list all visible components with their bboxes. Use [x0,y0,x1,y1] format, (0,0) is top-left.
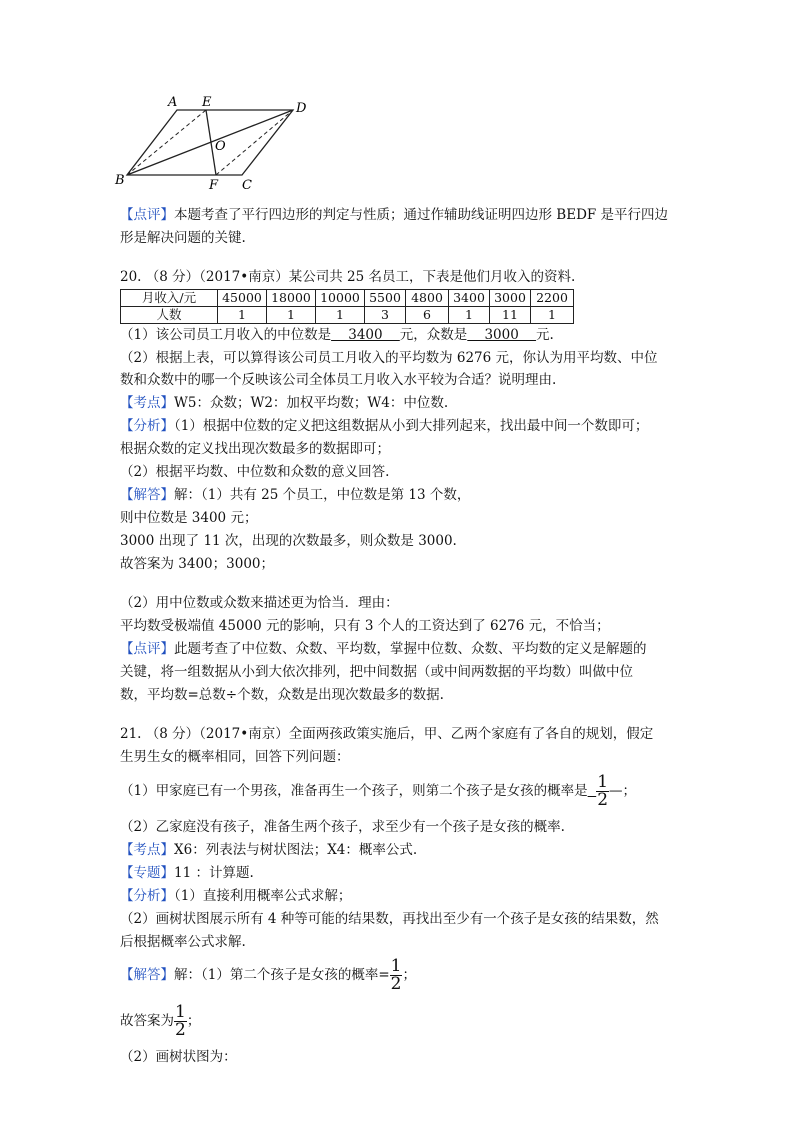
label-c: C [242,178,252,193]
dashed-fd [216,110,293,175]
jieda-tag: 【解答】 [120,487,174,503]
table-cell: 1 [267,307,316,324]
fraction-answer: $\frac{1}{2}$ [597,772,609,810]
q20-fenxi-2: 根据众数的定义找出现次数最多的数据即可； [120,441,390,457]
q20-dianping-3: 数，平均数=总数÷个数，众数是出现次数最多的数据. [120,687,444,703]
q20-jieda-4: 故答案为 3400；3000； [120,556,275,572]
table-cell: 3 [365,307,406,324]
table-row-income [121,290,574,307]
parallelogram-figure [110,90,320,195]
label-f: F [209,178,219,193]
table-cell: 1 [531,307,574,324]
jieda-tag: 【解答】 [120,967,174,983]
q20-part1: （1）该公司员工月收入的中位数是 3400 元，众数是 3000 元. [120,327,554,343]
table-cell: 2200 [531,290,574,307]
q21-part1: （1）甲家庭已有一个男孩，准备再生一个孩子，则第二个孩子是女孩的概率是 $\frac{1}{2}$ —； [120,772,637,810]
q20-fenxi-3: （2）根据平均数、中位数和众数的意义回答. [120,464,390,480]
label-b: B [115,173,125,188]
mode-answer: 3000 [467,327,536,343]
zhuanti-tag: 【专题】 [120,865,174,881]
q20-jieda-3: 3000 出现了 11 次，出现的次数最多，则众数是 3000. [120,533,457,549]
fenxi-tag: 【分析】 [120,418,174,434]
table-header-income: 月收入/元 [121,290,218,307]
q21-fenxi-2: （2）画树状图展示所有 4 种等可能的结果数，再找出至少有一个孩子是女孩的结果数，然 [120,911,659,927]
table-cell: 5500 [365,290,406,307]
fenxi-tag: 【分析】 [120,888,174,904]
q20-kaodian: 【考点】W5：众数；W2：加权平均数；W4：中位数. [120,395,449,411]
review-line-2: 形是解决问题的关键. [120,230,246,246]
table-row-count [121,307,574,324]
median-answer: 3400 [331,327,400,343]
q21-fenxi-3: 后根据概率公式求解. [120,934,246,950]
q20-jieda-5: （2）用中位数或众数来描述更为恰当．理由： [120,595,399,611]
review-tag: 【点评】 [120,207,174,223]
fraction-value: $\frac{1}{2}$ [390,956,402,994]
q21-zhuanti: 【专题】11 ：计算题. [120,865,254,881]
table-cell: 1 [316,307,365,324]
table-cell: 4800 [406,290,449,307]
q20-jieda-6: 平均数受极端值 45000 元的影响，只有 3 个人的工资达到了 6276 元，不恰当； [120,618,610,634]
q20-stem: 20. （8 分）（2017•南京）某公司共 25 名员工，下表是他们月收入的资料. [120,269,576,285]
q21-stem-2: 生男生女的概率相同，回答下列问题： [120,749,350,765]
table-cell: 18000 [267,290,316,307]
q20-jieda-2: 则中位数是 3400 元； [120,510,258,526]
fraction-value: $\frac{1}{2}$ [175,1002,186,1040]
review-line-1: 【点评】本题考查了平行四边形的判定与性质；通过作辅助线证明四边形 BEDF 是平行四边 [120,207,669,223]
income-table [120,289,574,324]
table-cell: 45000 [218,290,267,307]
q21-kaodian: 【考点】X6：列表法与树状图法；X4：概率公式. [120,842,418,858]
q21-tree-intro: （2）画树状图为： [120,1049,237,1065]
table-header-count: 人数 [121,307,218,324]
q21-jieda-1: 【解答】解：（1）第二个孩子是女孩的概率= $\frac{1}{2}$ ； [120,956,416,994]
q20-dianping-1: 【点评】此题考查了中位数、众数、平均数，掌握中位数、众数、平均数的定义是解题的 [120,641,647,657]
q20-part2-line1: （2）根据上表，可以算得该公司员工月收入的平均数为 6276 元，你认为用平均数、中位 [120,350,658,366]
table-cell: 10000 [316,290,365,307]
kaodian-tag: 【考点】 [120,395,174,411]
table-cell: 11 [490,307,531,324]
q20-dianping-2: 关键，将一组数据从小到大依次排列，把中间数据（或中间两数据的平均数）叫做中位 [120,664,633,680]
table-cell: 1 [449,307,490,324]
q20-fenxi-1: 【分析】（1）根据中位数的定义把这组数据从小到大排列起来，找出最中间一个数即可； [120,418,649,434]
table-cell: 3000 [490,290,531,307]
dianping-tag: 【点评】 [120,641,174,657]
label-e: E [202,95,212,110]
q21-answer: 故答案为 $\frac{1}{2}$ ； [120,1002,201,1040]
label-o: O [215,139,226,154]
q21-part2: （2）乙家庭没有孩子，准备生两个孩子，求至少有一个孩子是女孩的概率. [120,819,565,835]
q20-jieda-1: 【解答】解：（1）共有 25 个员工，中位数是第 13 个数， [120,487,471,503]
table-cell: 6 [406,307,449,324]
q20-part2-line2: 数和众数中的哪一个反映该公司全体员工月收入水平较为合适？说明理由. [120,372,557,388]
kaodian-tag: 【考点】 [120,842,174,858]
label-d: D [296,101,307,116]
q21-stem-1: 21. （8 分）（2017•南京）全面两孩政策实施后，甲、乙两个家庭有了各自的规划，假定 [120,726,654,742]
label-a: A [168,95,178,110]
dashed-be [127,110,206,175]
table-cell: 1 [218,307,267,324]
q21-fenxi-1: 【分析】（1）直接利用概率公式求解； [120,888,352,904]
table-cell: 3400 [449,290,490,307]
